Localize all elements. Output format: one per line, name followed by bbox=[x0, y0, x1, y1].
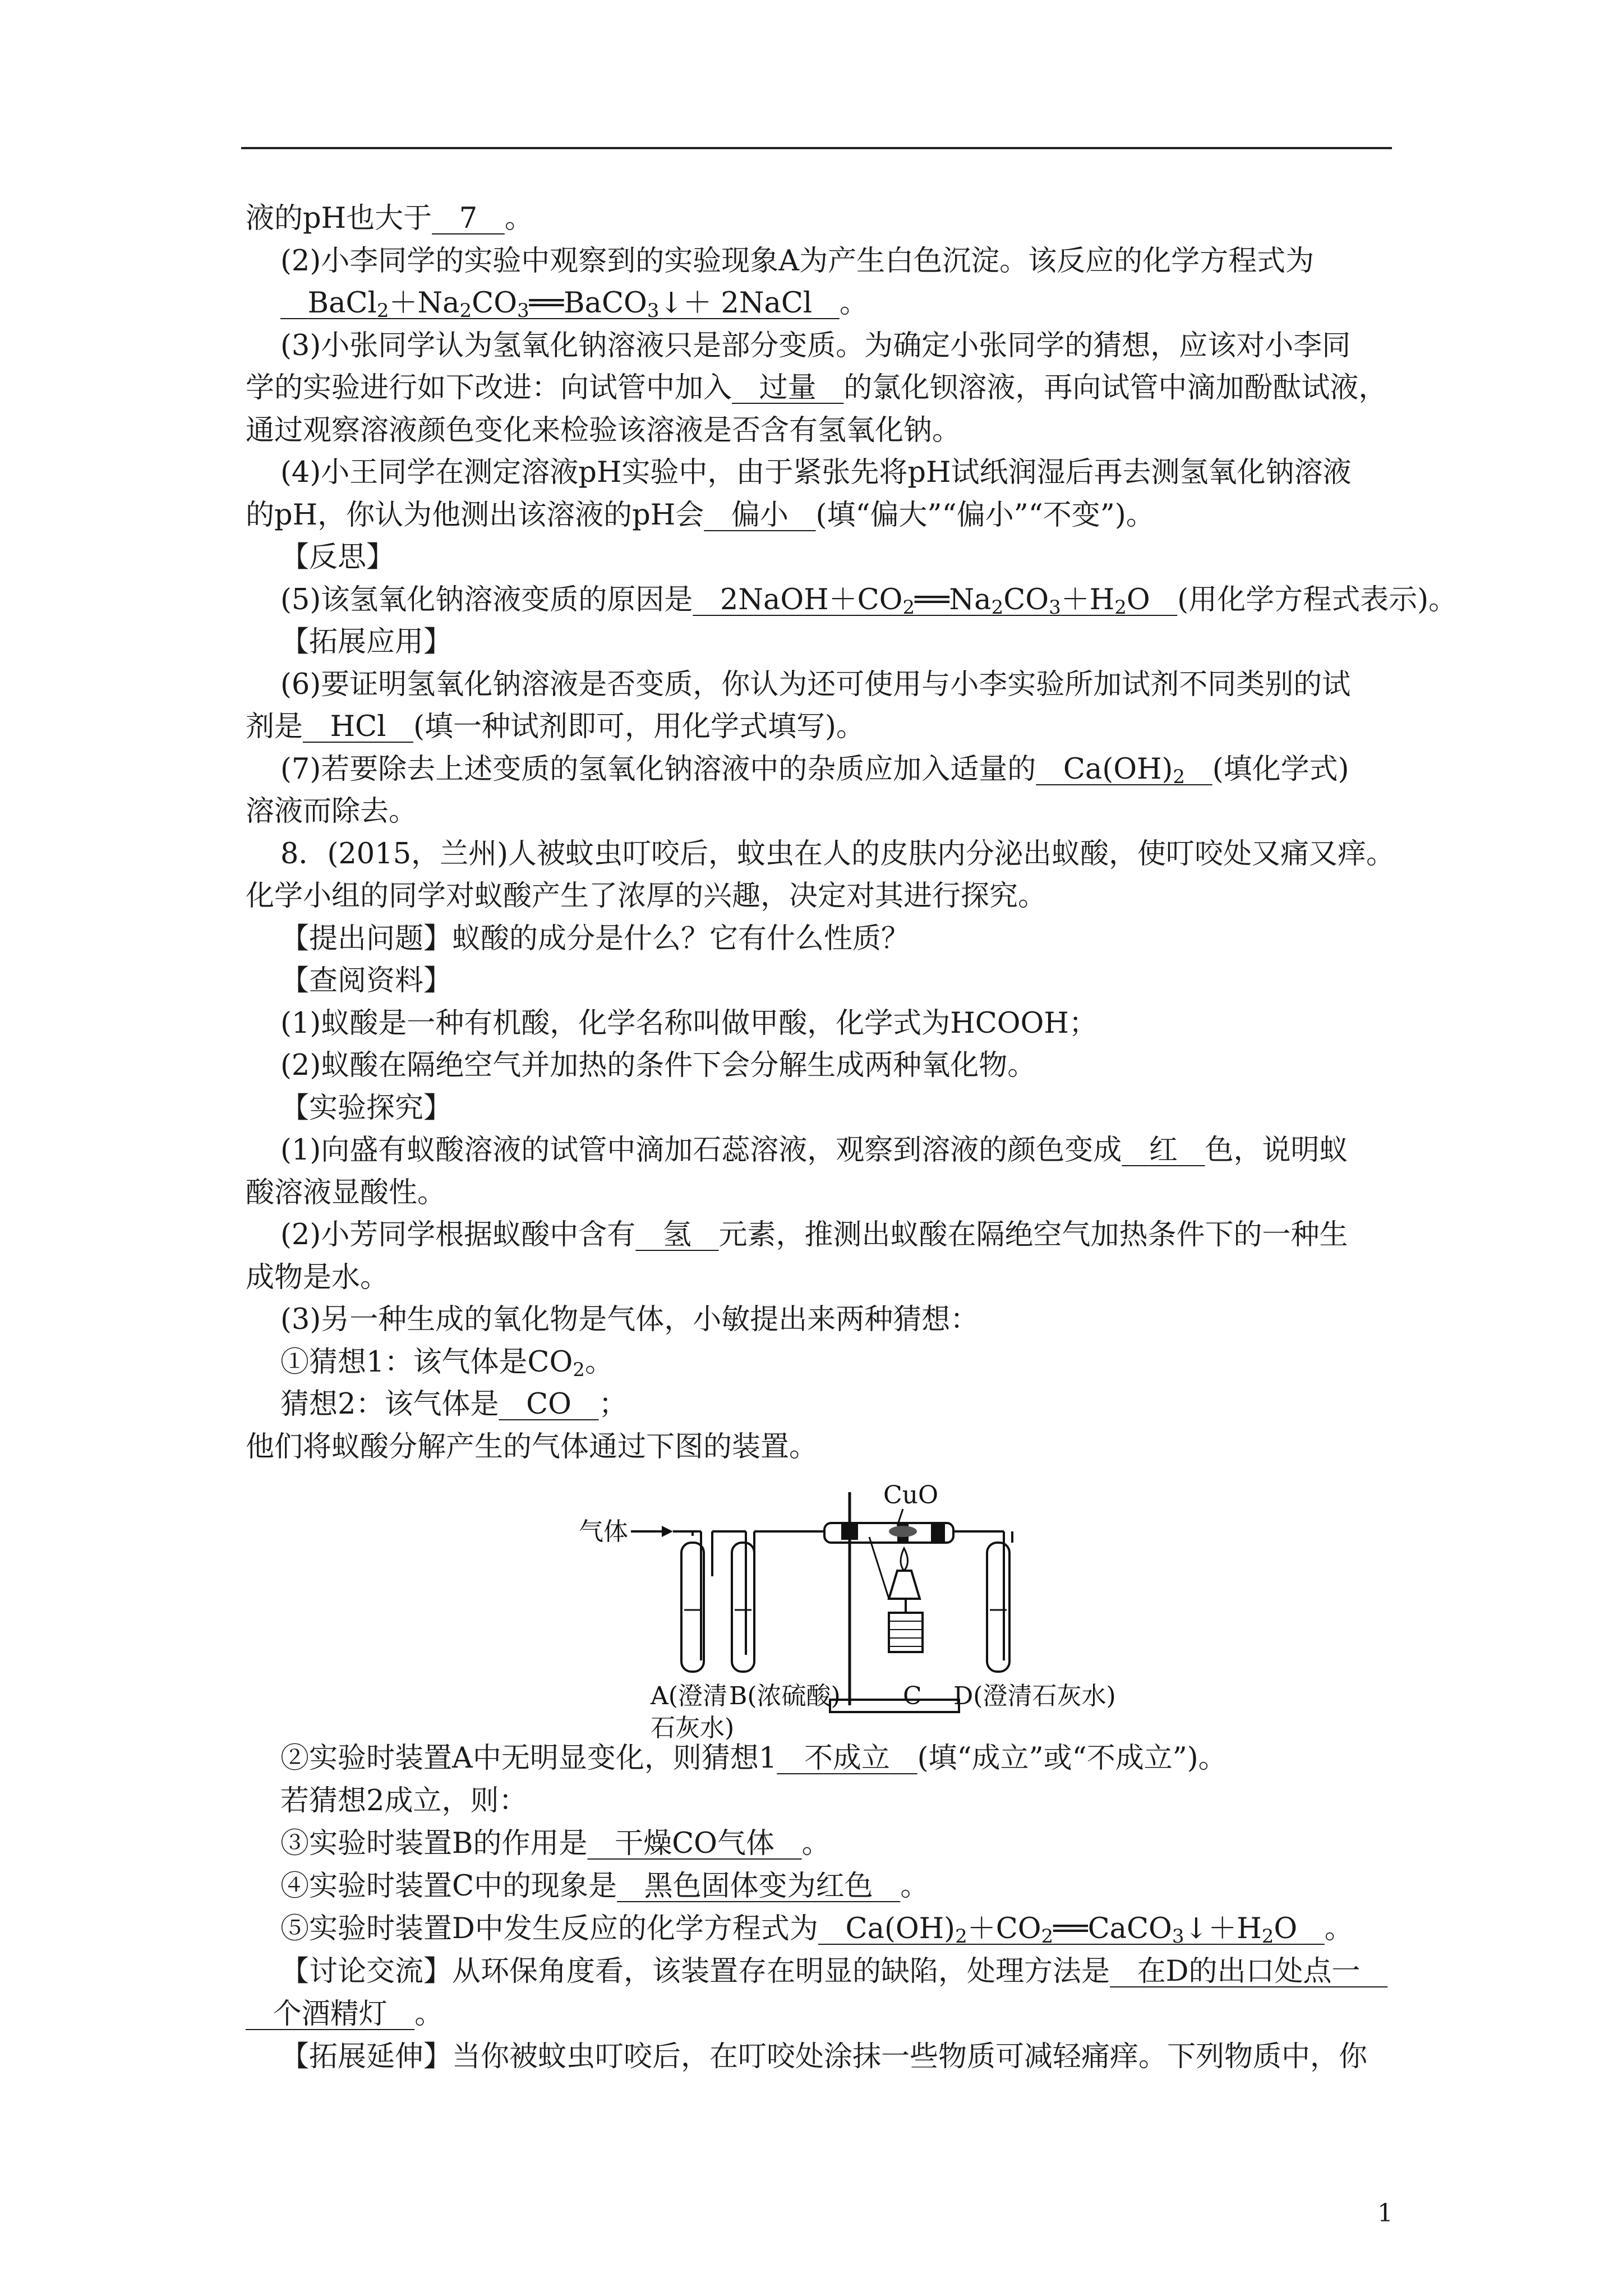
text-line: 8．(2015，兰州)人被蚊虫叮咬后，蚊虫在人的皮肤内分泌出蚁酸，使叮咬处又痛又痒。 bbox=[280, 837, 1395, 871]
answer-blank: 在D的出口处点一 bbox=[1137, 1955, 1361, 1988]
answer-blank: 不成立 bbox=[804, 1742, 890, 1775]
text-line: 酸溶液显酸性。 bbox=[246, 1176, 446, 1209]
label-a: A(澄清 bbox=[651, 1682, 727, 1710]
formula-part: ↓＋H bbox=[1184, 1912, 1262, 1945]
line-text: 。 bbox=[414, 1998, 444, 2031]
answer-blank bbox=[693, 583, 1177, 619]
subscript: 3 bbox=[517, 300, 529, 322]
text-line: 【拓展延伸】当你被蚊虫叮咬后，在叮咬处涂抹一些物质可减轻痛痒。下列物质中，你 bbox=[280, 2040, 1368, 2073]
line-text: 。 bbox=[504, 202, 533, 235]
answer-blank: 7 bbox=[459, 202, 478, 235]
gas-label: 气体 bbox=[579, 1517, 628, 1546]
subscript: 2 bbox=[955, 1925, 967, 1948]
subscript: 3 bbox=[1172, 1925, 1184, 1948]
text-line: 成物是水。 bbox=[246, 1260, 389, 1294]
line-text: ； bbox=[598, 1388, 628, 1421]
answer-blank: 过量 bbox=[759, 371, 817, 404]
subscript: 2 bbox=[1114, 596, 1127, 619]
line-text: ④实验时装置C中的现象是 bbox=[280, 1870, 617, 1903]
line-text: 。 bbox=[900, 1870, 929, 1903]
line-text: 的pH，你认为他测出该溶液的pH会 bbox=[246, 498, 704, 532]
line-text: (2)小芳同学根据蚁酸中含有 bbox=[280, 1218, 636, 1251]
text-line bbox=[246, 707, 865, 747]
text-line: 若猜想2成立，则： bbox=[280, 1784, 528, 1818]
line-text: (填“偏大”“偏小”“不变”)。 bbox=[815, 498, 1155, 532]
text-line bbox=[280, 1952, 1387, 1991]
subscript: 2 bbox=[1041, 1925, 1054, 1948]
text-line: 他们将蚁酸分解产生的气体通过下图的装置。 bbox=[246, 1430, 818, 1464]
text-line bbox=[280, 1739, 1227, 1778]
text-line: (3)小张同学认为氢氧化钠溶液只是部分变质。为确定小张同学的猜想，应该对小李同 bbox=[280, 329, 1351, 362]
subscript: 2 bbox=[376, 300, 389, 322]
text-line: (4)小王同学在测定溶液pH实验中，由于紧张先将pH试纸润湿后再去测氢氧化钠溶液 bbox=[280, 456, 1352, 489]
text-line bbox=[246, 496, 1155, 535]
formula-part: ══BaCO bbox=[529, 287, 647, 320]
text-line bbox=[280, 1824, 831, 1864]
text-line bbox=[280, 1131, 1348, 1170]
text-line bbox=[280, 1216, 1348, 1255]
formula-part: O bbox=[1274, 1912, 1298, 1945]
line-text: 液的pH也大于 bbox=[246, 202, 432, 235]
formula-part: 2NaOH＋CO bbox=[720, 583, 903, 616]
line-text: (1)向盛有蚁酸溶液的试管中滴加石蕊溶液，观察到溶液的颜色变成 bbox=[280, 1134, 1122, 1167]
formula-part: ↓＋ 2NaCl bbox=[659, 287, 813, 320]
formula-part: CO bbox=[1003, 583, 1049, 616]
formula-part: CO bbox=[472, 287, 518, 320]
line-text: 猜想2：该气体是 bbox=[280, 1388, 499, 1421]
line-text: (填“成立”或“不成立”)。 bbox=[917, 1742, 1227, 1775]
line-text: ②实验时装置A中无明显变化，则猜想1 bbox=[280, 1742, 777, 1775]
line-text: (用化学方程式表示)。 bbox=[1177, 583, 1458, 616]
formula-part: ＋H bbox=[1061, 583, 1115, 616]
answer-blank: 偏小 bbox=[731, 498, 789, 532]
text-line: 通过观察溶液颜色变化来检验该溶液是否含有氢氧化钠。 bbox=[246, 413, 961, 447]
line-text: 剂是 bbox=[246, 710, 303, 743]
text-line bbox=[280, 1867, 929, 1906]
line-text: ⑤实验时装置D中发生反应的化学方程式为 bbox=[280, 1912, 818, 1945]
answer-blank: 黑色固体变为红色 bbox=[644, 1870, 873, 1903]
line-text: (填一种试剂即可，用化学式填写)。 bbox=[413, 710, 865, 743]
text-line bbox=[280, 284, 868, 323]
text-line bbox=[246, 1995, 443, 2034]
text-line bbox=[280, 1910, 1353, 1949]
cuo-label: CuO bbox=[883, 1481, 939, 1510]
answer-blank: 个酒精灯 bbox=[273, 1998, 388, 2031]
subscript: 2 bbox=[459, 300, 472, 322]
subscript: 2 bbox=[1261, 1925, 1274, 1948]
formula-part: ＋CO bbox=[967, 1912, 1041, 1945]
text-line: 【拓展应用】 bbox=[280, 625, 453, 659]
text-line: (1)蚁酸是一种有机酸，化学名称叫做甲酸，化学式为HCOOH； bbox=[280, 1006, 1098, 1040]
formula-part: ＋Na bbox=[389, 287, 460, 320]
formula-part: Ca(OH) bbox=[845, 1912, 956, 1945]
label-c: C bbox=[903, 1682, 922, 1710]
line-text: ③实验时装置B的作用是 bbox=[280, 1827, 588, 1860]
label-a2: 石灰水) bbox=[651, 1714, 735, 1742]
text-line: (3)另一种生成的氧化物是气体，小敏提出来两种猜想： bbox=[280, 1303, 979, 1336]
text-line: (6)要证明氢氧化钠溶液是否变质，你认为还可使用与小李实验所加试剂不同类别的试 bbox=[280, 668, 1351, 701]
answer-blank bbox=[1036, 753, 1212, 786]
line-text: 元素，推测出蚁酸在隔绝空气加热条件下的一种生 bbox=[718, 1218, 1348, 1251]
text-line: 溶液而除去。 bbox=[246, 795, 418, 828]
text-line bbox=[280, 581, 1457, 620]
text-line: 【查阅资料】 bbox=[280, 964, 453, 997]
label-d: D(澄清石灰水) bbox=[953, 1682, 1116, 1710]
text-line bbox=[280, 1385, 628, 1424]
line-text: 的氯化钡溶液，再向试管中滴加酚酞试液， bbox=[843, 371, 1387, 404]
answer-blank: HCl bbox=[330, 710, 386, 743]
subscript: 3 bbox=[647, 300, 660, 322]
text-line: (2)蚁酸在隔绝空气并加热的条件下会分解生成两种氧化物。 bbox=[280, 1049, 1036, 1082]
answer-blank: 红 bbox=[1149, 1134, 1178, 1167]
line-text: 。 bbox=[1324, 1912, 1353, 1945]
line-text: ①猜想1：该气体是CO bbox=[280, 1345, 573, 1379]
text-line bbox=[246, 369, 1387, 408]
page-number: 1 bbox=[1377, 2199, 1393, 2228]
answer-blank: 干燥CO气体 bbox=[615, 1827, 774, 1860]
text-line: 化学小组的同学对蚁酸产生了浓厚的兴趣，决定对其进行探究。 bbox=[246, 880, 1047, 913]
line-text: 【讨论交流】从环保角度看，该装置存在明显的缺陷，处理方法是 bbox=[280, 1955, 1110, 1988]
text-line: 【反思】 bbox=[280, 541, 395, 574]
line-text: 。 bbox=[839, 287, 868, 320]
text-line: 【实验探究】 bbox=[280, 1091, 453, 1125]
formula-part: ══Na bbox=[915, 583, 992, 616]
text-line bbox=[246, 199, 533, 238]
answer-blank bbox=[818, 1912, 1325, 1948]
text-line bbox=[280, 750, 1349, 789]
line-text: (7)若要除去上述变质的氢氧化钠溶液中的杂质应加入适量的 bbox=[280, 752, 1036, 786]
subscript: 2 bbox=[1173, 765, 1186, 788]
line-text: 。 bbox=[584, 1345, 614, 1379]
text-line: 【提出问题】蚁酸的成分是什么？它有什么性质？ bbox=[280, 922, 910, 955]
formula-part: BaCl bbox=[307, 287, 377, 320]
header-rule bbox=[241, 147, 1392, 149]
subscript: 2 bbox=[573, 1358, 585, 1381]
subscript: 2 bbox=[991, 596, 1004, 619]
answer-blank bbox=[280, 287, 840, 320]
line-text: (5)该氢氧化钠溶液变质的原因是 bbox=[280, 583, 693, 616]
text-line bbox=[280, 1343, 614, 1382]
text-line: (2)小李同学的实验中观察到的实验现象A为产生白色沉淀。该反应的化学方程式为 bbox=[280, 244, 1315, 278]
line-text: 色，说明蚁 bbox=[1205, 1134, 1348, 1167]
answer-blank: CO bbox=[526, 1388, 571, 1421]
answer-blank: 氢 bbox=[662, 1218, 691, 1251]
line-text: 学的实验进行如下改进：向试管中加入 bbox=[246, 371, 732, 404]
subscript: 3 bbox=[1049, 596, 1061, 619]
formula-part: O bbox=[1126, 583, 1150, 616]
line-text: 。 bbox=[801, 1827, 831, 1860]
subscript: 2 bbox=[902, 596, 915, 619]
formula-part: Ca(OH) bbox=[1063, 752, 1173, 786]
apparatus-figure bbox=[561, 1470, 1133, 1745]
label-b: B(浓硫酸) bbox=[729, 1682, 841, 1710]
line-text: (填化学式) bbox=[1212, 752, 1349, 786]
formula-part: ══CaCO bbox=[1053, 1912, 1172, 1945]
